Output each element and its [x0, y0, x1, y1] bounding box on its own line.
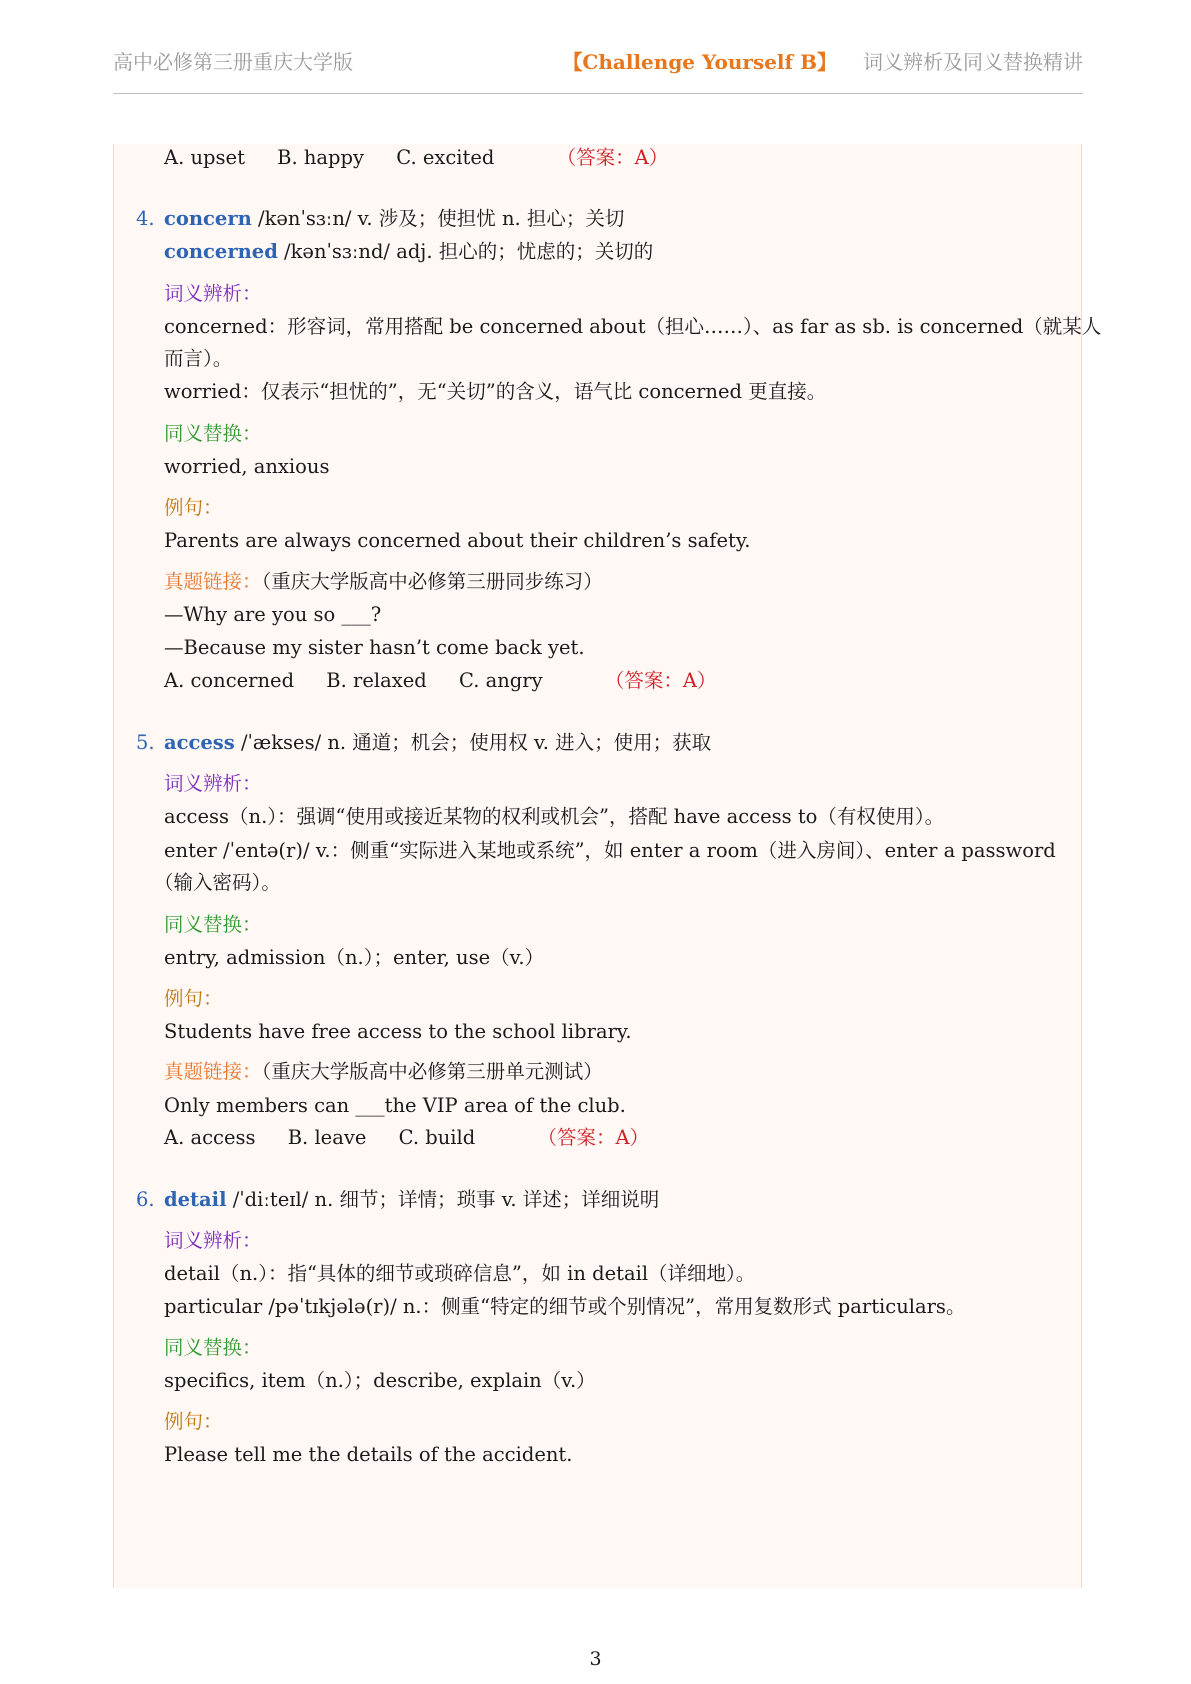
option: C. build — [398, 1126, 476, 1149]
headword: detail — [164, 1188, 227, 1211]
analysis-heading: 词义辨析： — [164, 772, 262, 795]
answer-label: （答案：A） — [604, 669, 717, 692]
options-row — [164, 1124, 649, 1152]
example-heading: 例句： — [164, 496, 223, 519]
exam-link-heading: 真题链接： — [164, 570, 262, 593]
options-row — [164, 667, 716, 695]
entry-headword-row — [164, 1186, 659, 1214]
example-heading: 例句： — [164, 1410, 223, 1433]
analysis-heading: 词义辨析： — [164, 282, 262, 305]
analysis-line: enter /ˈentə(r)/ v.：侧重“实际进入某地或系统”，如 enter a room（进入房间）、enter a password — [164, 839, 1056, 862]
entry-headword-row — [164, 205, 624, 233]
page-header — [113, 40, 1083, 80]
headword: access — [164, 731, 235, 754]
option: B. leave — [287, 1126, 367, 1149]
content-card — [113, 144, 1102, 1588]
header-right — [562, 46, 1083, 75]
synonym-text: specifics, item（n.）；describe, explain（v.） — [164, 1369, 596, 1392]
question-line: Only members can ___the VIP area of the club. — [164, 1094, 626, 1117]
carry-options-row — [164, 144, 668, 172]
option: A. concerned — [164, 669, 295, 692]
header-divider — [113, 93, 1083, 94]
analysis-line: particular /pəˈtɪkjələ(r)/ n.：侧重“特定的细节或个别情况”，常用复数形式 particulars。 — [164, 1295, 966, 1318]
option: B. happy — [277, 146, 365, 169]
header-brand: 【Challenge Yourself B】 — [562, 49, 837, 74]
exam-link-row — [164, 568, 603, 596]
analysis-line: concerned：形容词，常用搭配 be concerned about（担心……）、as far as sb. is concerned（就某人 — [164, 315, 1102, 338]
header-book-title: 高中必修第三册重庆大学版 — [113, 49, 353, 74]
headword-derived-definition: /kənˈsɜːnd/ adj. 担心的；忧虑的；关切的 — [277, 240, 654, 263]
entry-number: 4. — [136, 207, 155, 230]
page-number: 3 — [589, 1648, 602, 1670]
synonym-text: entry, admission（n.）；enter, use（v.） — [164, 946, 545, 969]
header-section-title: 词义辨析及同义替换精讲 — [863, 49, 1083, 74]
option: C. angry — [458, 669, 543, 692]
analysis-line: 而言）。 — [164, 347, 233, 370]
option: A. upset — [164, 146, 245, 169]
example-sentence: Parents are always concerned about their children’s safety. — [164, 529, 751, 552]
analysis-heading: 词义辨析： — [164, 1229, 262, 1252]
headword-definition: /ˈdiːteɪl/ n. 细节；详情；琐事 v. 详述；详细说明 — [226, 1188, 660, 1211]
answer-label: （答案：A） — [537, 1126, 650, 1149]
example-sentence: Students have free access to the school library. — [164, 1020, 632, 1043]
exam-link-heading: 真题链接： — [164, 1060, 262, 1083]
question-line: —Why are you so ___? — [164, 603, 382, 626]
synonym-heading: 同义替换： — [164, 913, 262, 936]
headword-definition: /ˈækses/ n. 通道；机会；使用权 v. 进入；使用；获取 — [234, 731, 712, 754]
headword-definition: /kənˈsɜːn/ v. 涉及；使担忧 n. 担心；关切 — [251, 207, 625, 230]
entry-number: 6. — [136, 1188, 155, 1211]
analysis-line: detail（n.）：指“具体的细节或琐碎信息”，如 in detail（详细地）。 — [164, 1262, 756, 1285]
analysis-line: access（n.）：强调“使用或接近某物的权利或机会”，搭配 have access to（有权使用）。 — [164, 805, 945, 828]
headword: concern — [164, 207, 252, 230]
example-heading: 例句： — [164, 987, 223, 1010]
question-line: —Because my sister hasn’t come back yet. — [164, 636, 585, 659]
option: B. relaxed — [326, 669, 427, 692]
analysis-line: （输入密码）。 — [154, 871, 281, 894]
synonym-text: worried, anxious — [164, 455, 330, 478]
analysis-line: worried：仅表示“担忧的”，无“关切”的含义，语气比 concerned 更直接。 — [164, 380, 827, 403]
entry-headword-row-2 — [164, 238, 653, 266]
option: A. access — [164, 1126, 256, 1149]
example-sentence: Please tell me the details of the accident. — [164, 1443, 573, 1466]
synonym-heading: 同义替换： — [164, 1336, 262, 1359]
synonym-heading: 同义替换： — [164, 422, 262, 445]
exam-link-row — [164, 1058, 603, 1086]
entry-headword-row — [164, 729, 711, 757]
exam-link-source: （重庆大学版高中必修第三册单元测试） — [261, 1060, 603, 1083]
answer-label: （答案：A） — [556, 146, 669, 169]
headword-derived: concerned — [164, 240, 278, 263]
exam-link-source: （重庆大学版高中必修第三册同步练习） — [261, 570, 603, 593]
entry-number: 5. — [136, 731, 155, 754]
option: C. excited — [396, 146, 495, 169]
